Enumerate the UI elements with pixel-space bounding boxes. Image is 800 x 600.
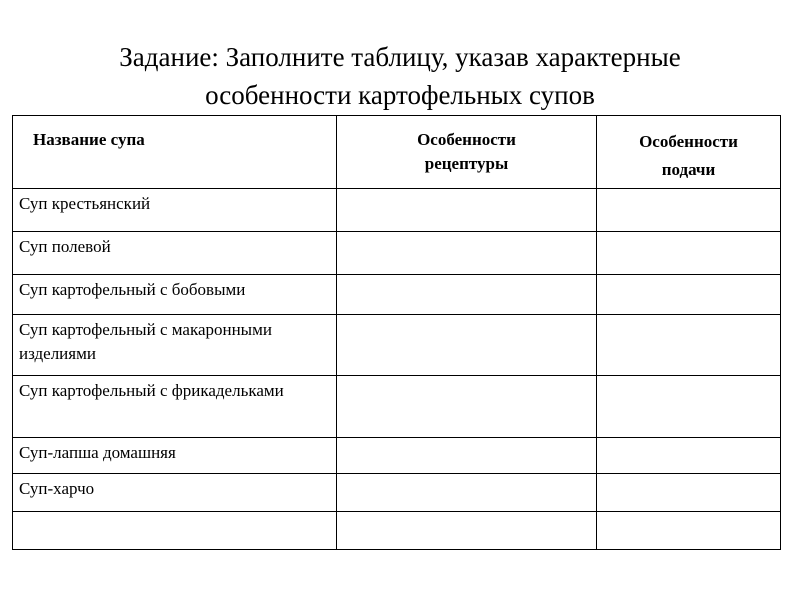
serving-features-cell[interactable] — [597, 438, 781, 474]
serving-features-cell[interactable] — [597, 189, 781, 232]
header-soup-name: Название супа — [13, 116, 337, 189]
table-row — [13, 376, 781, 438]
recipe-features-cell[interactable] — [337, 232, 597, 275]
header-recipe-features-line-2: рецептуры — [424, 154, 509, 173]
recipe-features-cell[interactable] — [337, 474, 597, 512]
soup-name-cell: Суп картофельный с макаронными изделиями — [13, 315, 337, 376]
soup-name-cell: Суп крестьянский — [13, 189, 337, 232]
table-header-row — [13, 116, 781, 189]
table-row — [13, 474, 781, 512]
header-recipe-features — [337, 116, 597, 189]
header-serving-features-line-1: Особенности — [639, 132, 738, 151]
soup-name-cell[interactable] — [13, 512, 337, 550]
header-recipe-features-line-1: Особенности — [417, 130, 516, 149]
soup-name-cell: Суп-харчо — [13, 474, 337, 512]
page-title — [0, 38, 800, 114]
table-row — [13, 315, 781, 376]
page-title-line-2: особенности картофельных супов — [205, 80, 595, 110]
recipe-features-cell[interactable] — [337, 512, 597, 550]
header-serving-features-line-2: подачи — [661, 160, 716, 179]
serving-features-cell[interactable] — [597, 474, 781, 512]
recipe-features-cell[interactable] — [337, 315, 597, 376]
recipe-features-cell[interactable] — [337, 275, 597, 315]
serving-features-cell[interactable] — [597, 512, 781, 550]
table-row — [13, 232, 781, 275]
soup-name-cell: Суп картофельный с фрикадельками — [13, 376, 337, 438]
serving-features-cell[interactable] — [597, 315, 781, 376]
table-row — [13, 189, 781, 232]
soup-features-table — [12, 115, 781, 550]
serving-features-cell[interactable] — [597, 376, 781, 438]
table-row — [13, 438, 781, 474]
soup-name-cell: Суп-лапша домашняя — [13, 438, 337, 474]
recipe-features-cell[interactable] — [337, 376, 597, 438]
soup-name-cell: Суп полевой — [13, 232, 337, 275]
page-title-line-1: Задание: Заполните таблицу, указав характерные — [119, 42, 681, 72]
serving-features-cell[interactable] — [597, 275, 781, 315]
recipe-features-cell[interactable] — [337, 189, 597, 232]
soup-name-cell: Суп картофельный с бобовыми — [13, 275, 337, 315]
table-row — [13, 512, 781, 550]
header-serving-features — [597, 116, 781, 189]
table-row — [13, 275, 781, 315]
recipe-features-cell[interactable] — [337, 438, 597, 474]
serving-features-cell[interactable] — [597, 232, 781, 275]
